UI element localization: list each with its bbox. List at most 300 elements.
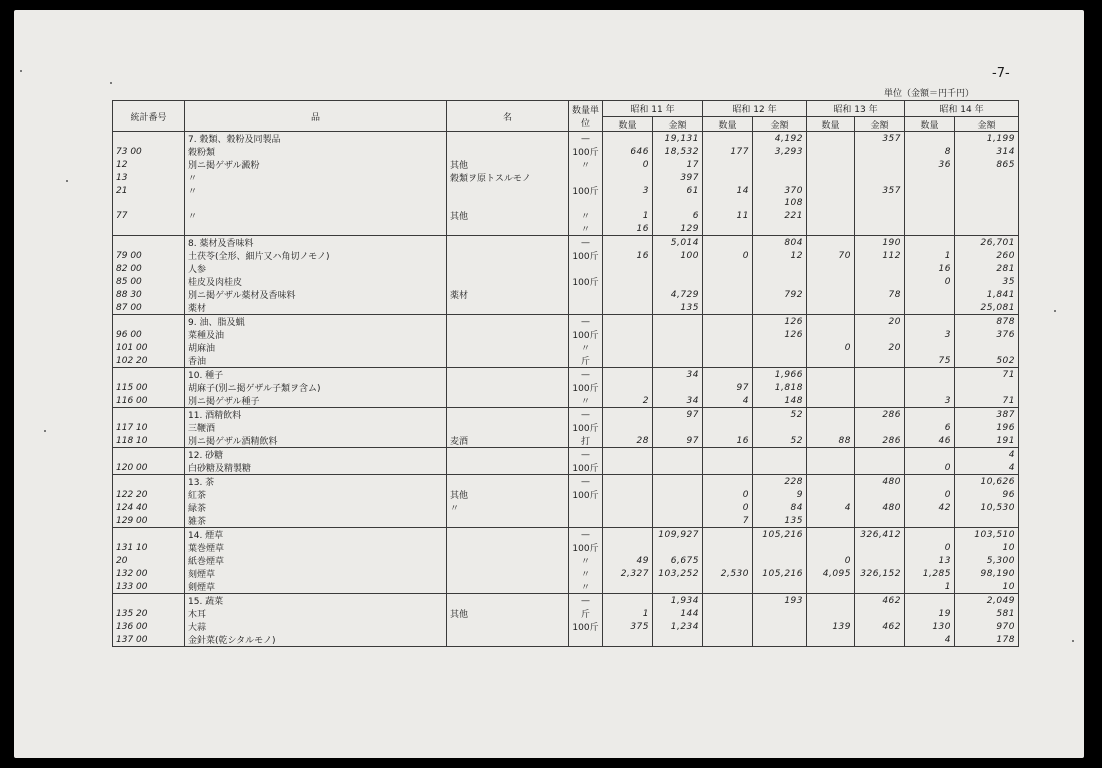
row-value: 88 <box>807 434 855 448</box>
row-value <box>703 554 753 567</box>
row-value <box>753 262 807 275</box>
row-value <box>855 197 905 209</box>
group-total-cell: 1,199 <box>955 132 1019 146</box>
group-total-cell <box>603 475 653 489</box>
group-total-cell <box>703 132 753 146</box>
header-year-2: 昭和 12 年 <box>703 101 807 117</box>
group-title: 11. 酒精飲料 <box>185 408 447 422</box>
row-name: 刻煙草 <box>185 567 447 580</box>
row-name: 人参 <box>185 262 447 275</box>
row-code: 115 00 <box>113 381 185 394</box>
row-value: 7 <box>703 514 753 528</box>
row-unit: 100斤 <box>569 421 603 434</box>
row-value <box>855 354 905 368</box>
group-total-cell <box>703 594 753 608</box>
table-row <box>113 554 1019 567</box>
row-value <box>703 620 753 633</box>
group-total-cell: 4 <box>955 448 1019 462</box>
row-value: 148 <box>753 394 807 408</box>
row-code: 120 00 <box>113 461 185 475</box>
row-spec <box>447 197 569 209</box>
row-code: 122 20 <box>113 488 185 501</box>
row-value: 10,530 <box>955 501 1019 514</box>
row-value: 100 <box>653 249 703 262</box>
row-value <box>955 184 1019 197</box>
row-value: 8 <box>905 145 955 158</box>
row-value <box>603 381 653 394</box>
row-value: 4,729 <box>653 288 703 301</box>
row-code: 129 00 <box>113 514 185 528</box>
row-value: 286 <box>855 434 905 448</box>
row-value <box>955 209 1019 222</box>
row-value: 370 <box>753 184 807 197</box>
group-total-cell <box>807 132 855 146</box>
row-value <box>807 171 855 184</box>
row-code: 13 <box>113 171 185 184</box>
row-value: 0 <box>703 488 753 501</box>
row-value <box>603 421 653 434</box>
row-value <box>653 354 703 368</box>
header-amt: 金額 <box>653 117 703 132</box>
row-value: 9 <box>753 488 807 501</box>
row-value <box>905 197 955 209</box>
row-code: 79 00 <box>113 249 185 262</box>
table-row <box>113 580 1019 594</box>
table-row <box>113 145 1019 158</box>
row-value <box>703 288 753 301</box>
table-group-header <box>113 448 1019 462</box>
group-total-cell: 34 <box>653 368 703 382</box>
row-value: 357 <box>855 184 905 197</box>
group-total-cell <box>703 528 753 542</box>
row-spec: 其他 <box>447 488 569 501</box>
table-row <box>113 620 1019 633</box>
page-number: -7- <box>992 66 1010 81</box>
row-value: 13 <box>905 554 955 567</box>
row-spec: 穀類ヲ原トスルモノ <box>447 171 569 184</box>
row-unit: 〃 <box>569 222 603 236</box>
header-qty: 数量 <box>807 117 855 132</box>
row-code: 116 00 <box>113 394 185 408</box>
row-value <box>653 514 703 528</box>
row-value <box>753 607 807 620</box>
row-value <box>703 262 753 275</box>
row-value: 4 <box>703 394 753 408</box>
row-value <box>603 288 653 301</box>
row-unit: 100斤 <box>569 461 603 475</box>
row-value <box>807 580 855 594</box>
table-row <box>113 461 1019 475</box>
group-total-cell <box>905 448 955 462</box>
group-total-cell: 71 <box>955 368 1019 382</box>
row-unit: 〃 <box>569 554 603 567</box>
row-value <box>603 262 653 275</box>
row-unit: 打 <box>569 434 603 448</box>
row-value: 376 <box>955 328 1019 341</box>
row-unit: 〃 <box>569 341 603 354</box>
row-value: 462 <box>855 620 905 633</box>
row-value: 0 <box>905 541 955 554</box>
row-value <box>703 421 753 434</box>
row-value <box>653 262 703 275</box>
row-value: 375 <box>603 620 653 633</box>
row-value: 97 <box>653 434 703 448</box>
row-code <box>113 197 185 209</box>
row-value: 52 <box>753 434 807 448</box>
row-value <box>807 184 855 197</box>
row-value <box>807 275 855 288</box>
row-value: 20 <box>855 341 905 354</box>
group-total-cell <box>807 448 855 462</box>
header-unit: 数量単位 <box>569 101 603 132</box>
row-value: 3 <box>905 394 955 408</box>
row-value <box>603 488 653 501</box>
row-value <box>703 222 753 236</box>
row-value <box>753 633 807 647</box>
group-total-cell: 1,966 <box>753 368 807 382</box>
row-value: 84 <box>753 501 807 514</box>
row-value <box>703 275 753 288</box>
row-value: 281 <box>955 262 1019 275</box>
row-value: 0 <box>703 501 753 514</box>
row-value <box>855 607 905 620</box>
row-value: 970 <box>955 620 1019 633</box>
row-spec <box>447 421 569 434</box>
group-total-cell <box>905 594 955 608</box>
row-value <box>955 197 1019 209</box>
row-value: 10 <box>955 541 1019 554</box>
row-value <box>603 514 653 528</box>
group-title: 7. 穀類、穀粉及同製品 <box>185 132 447 146</box>
group-total-cell <box>653 448 703 462</box>
row-unit: 100斤 <box>569 275 603 288</box>
table-group-header <box>113 236 1019 250</box>
group-total-cell: 480 <box>855 475 905 489</box>
row-unit: 100斤 <box>569 184 603 197</box>
row-value <box>905 222 955 236</box>
row-value <box>603 541 653 554</box>
group-total-cell <box>807 236 855 250</box>
row-value <box>955 222 1019 236</box>
table-row <box>113 354 1019 368</box>
row-value <box>807 461 855 475</box>
row-value <box>807 421 855 434</box>
row-name: 胡麻油 <box>185 341 447 354</box>
row-spec: 麦酒 <box>447 434 569 448</box>
row-value: 105,216 <box>753 567 807 580</box>
group-total-cell: 462 <box>855 594 905 608</box>
row-value: 135 <box>753 514 807 528</box>
header-qty: 数量 <box>703 117 753 132</box>
group-total-cell <box>807 315 855 329</box>
header-item: 品 <box>185 101 447 132</box>
row-value <box>807 328 855 341</box>
group-title: 9. 油、脂及蝋 <box>185 315 447 329</box>
table-group-header <box>113 368 1019 382</box>
row-value <box>855 328 905 341</box>
group-code-cell <box>113 368 185 382</box>
row-unit: 100斤 <box>569 381 603 394</box>
row-spec <box>447 249 569 262</box>
header-qty: 数量 <box>603 117 653 132</box>
group-unit-cell: — <box>569 408 603 422</box>
row-value: 581 <box>955 607 1019 620</box>
row-value: 36 <box>905 158 955 171</box>
row-spec <box>447 341 569 354</box>
row-value <box>753 341 807 354</box>
row-code: 82 00 <box>113 262 185 275</box>
group-code-cell <box>113 448 185 462</box>
row-value <box>855 633 905 647</box>
row-value: 18,532 <box>653 145 703 158</box>
row-unit: 100斤 <box>569 541 603 554</box>
row-code: 133 00 <box>113 580 185 594</box>
header-qty: 数量 <box>905 117 955 132</box>
group-total-cell: 5,014 <box>653 236 703 250</box>
group-total-cell <box>807 408 855 422</box>
row-value: 191 <box>955 434 1019 448</box>
row-spec <box>447 620 569 633</box>
row-value <box>703 633 753 647</box>
row-spec <box>447 567 569 580</box>
row-value: 12 <box>753 249 807 262</box>
row-unit: 100斤 <box>569 620 603 633</box>
group-total-cell <box>603 408 653 422</box>
row-name: 菜種及油 <box>185 328 447 341</box>
table-row <box>113 341 1019 354</box>
row-value <box>905 381 955 394</box>
row-value <box>753 158 807 171</box>
row-value <box>603 633 653 647</box>
row-value <box>753 461 807 475</box>
group-spec-cell <box>447 315 569 329</box>
row-value <box>807 209 855 222</box>
row-value: 1,234 <box>653 620 703 633</box>
row-code: 136 00 <box>113 620 185 633</box>
row-spec <box>447 222 569 236</box>
row-value <box>855 262 905 275</box>
scan-speck <box>110 82 112 84</box>
row-value <box>753 275 807 288</box>
row-value: 34 <box>653 394 703 408</box>
row-spec <box>447 145 569 158</box>
header-amt: 金額 <box>753 117 807 132</box>
row-value: 1 <box>905 249 955 262</box>
row-value: 314 <box>955 145 1019 158</box>
table-row <box>113 262 1019 275</box>
row-value: 646 <box>603 145 653 158</box>
row-value: 792 <box>753 288 807 301</box>
row-spec <box>447 381 569 394</box>
row-value <box>603 354 653 368</box>
row-value <box>855 209 905 222</box>
group-total-cell: 4,192 <box>753 132 807 146</box>
row-value <box>905 301 955 315</box>
table-group-header <box>113 315 1019 329</box>
row-unit <box>569 633 603 647</box>
row-name: 剣煙草 <box>185 580 447 594</box>
row-value: 397 <box>653 171 703 184</box>
row-value: 19 <box>905 607 955 620</box>
row-value <box>807 301 855 315</box>
row-value: 97 <box>703 381 753 394</box>
row-value <box>753 541 807 554</box>
row-value <box>855 580 905 594</box>
row-value: 260 <box>955 249 1019 262</box>
row-value <box>603 171 653 184</box>
group-total-cell <box>905 475 955 489</box>
row-value: 6 <box>653 209 703 222</box>
row-value: 16 <box>905 262 955 275</box>
row-unit <box>569 301 603 315</box>
row-value: 61 <box>653 184 703 197</box>
table-row <box>113 197 1019 209</box>
row-name: 別ニ掲ゲザル薬材及香味料 <box>185 288 447 301</box>
group-total-cell: 2,049 <box>955 594 1019 608</box>
row-value <box>603 301 653 315</box>
row-value: 0 <box>905 461 955 475</box>
group-total-cell: 97 <box>653 408 703 422</box>
group-total-cell: 105,216 <box>753 528 807 542</box>
group-total-cell <box>905 132 955 146</box>
row-value <box>807 488 855 501</box>
header-year-3: 昭和 13 年 <box>807 101 905 117</box>
row-unit: 100斤 <box>569 328 603 341</box>
table-row <box>113 541 1019 554</box>
row-value <box>653 381 703 394</box>
table-row <box>113 275 1019 288</box>
group-title: 13. 茶 <box>185 475 447 489</box>
row-value <box>855 171 905 184</box>
group-title: 15. 蔬菜 <box>185 594 447 608</box>
row-code: 77 <box>113 209 185 222</box>
row-spec <box>447 275 569 288</box>
row-name <box>185 197 447 209</box>
row-value: 0 <box>807 554 855 567</box>
row-value <box>855 421 905 434</box>
table-row <box>113 209 1019 222</box>
group-total-cell <box>703 475 753 489</box>
row-value: 4 <box>905 633 955 647</box>
row-value: 14 <box>703 184 753 197</box>
table-group-header <box>113 132 1019 146</box>
row-value: 480 <box>855 501 905 514</box>
row-value <box>955 171 1019 184</box>
row-value <box>753 421 807 434</box>
group-total-cell <box>703 315 753 329</box>
row-name: 〃 <box>185 184 447 197</box>
row-value <box>703 580 753 594</box>
group-total-cell <box>807 368 855 382</box>
row-unit <box>569 171 603 184</box>
row-name: 紙巻煙草 <box>185 554 447 567</box>
group-total-cell: 1,934 <box>653 594 703 608</box>
row-name: 土茯苓(全形、細片又ハ角切ノモノ) <box>185 249 447 262</box>
row-value <box>703 461 753 475</box>
row-value: 3 <box>603 184 653 197</box>
row-unit: 100斤 <box>569 145 603 158</box>
row-value <box>807 262 855 275</box>
row-value <box>807 633 855 647</box>
row-value: 0 <box>905 488 955 501</box>
row-name: 薬材 <box>185 301 447 315</box>
group-code-cell <box>113 408 185 422</box>
group-code-cell <box>113 132 185 146</box>
group-unit-cell: — <box>569 475 603 489</box>
row-value <box>807 514 855 528</box>
row-value: 4,095 <box>807 567 855 580</box>
row-value: 178 <box>955 633 1019 647</box>
row-unit: 〃 <box>569 567 603 580</box>
group-spec-cell <box>447 368 569 382</box>
group-code-cell <box>113 315 185 329</box>
row-value <box>905 184 955 197</box>
row-name: 紅茶 <box>185 488 447 501</box>
group-total-cell: 20 <box>855 315 905 329</box>
group-total-cell <box>807 594 855 608</box>
group-spec-cell <box>447 448 569 462</box>
row-value <box>603 341 653 354</box>
row-value <box>753 301 807 315</box>
row-value: 70 <box>807 249 855 262</box>
row-value <box>855 461 905 475</box>
row-value <box>603 275 653 288</box>
row-value: 865 <box>955 158 1019 171</box>
row-spec <box>447 394 569 408</box>
row-value <box>703 197 753 209</box>
row-value <box>653 580 703 594</box>
group-total-cell <box>653 475 703 489</box>
row-value <box>855 158 905 171</box>
group-total-cell <box>603 594 653 608</box>
table-row <box>113 158 1019 171</box>
group-total-cell <box>703 448 753 462</box>
table-row <box>113 434 1019 448</box>
row-code: 21 <box>113 184 185 197</box>
row-value <box>703 158 753 171</box>
row-value <box>855 145 905 158</box>
table-row <box>113 249 1019 262</box>
scanned-ledger-page <box>14 10 1084 758</box>
row-unit: 斤 <box>569 607 603 620</box>
row-value: 16 <box>703 434 753 448</box>
row-value <box>603 328 653 341</box>
table-row <box>113 328 1019 341</box>
row-value <box>905 514 955 528</box>
row-value <box>807 288 855 301</box>
group-total-cell <box>855 448 905 462</box>
row-name: 別ニ掲ゲザル種子 <box>185 394 447 408</box>
row-value <box>955 341 1019 354</box>
row-value <box>753 222 807 236</box>
row-spec: 薬材 <box>447 288 569 301</box>
row-value <box>653 421 703 434</box>
statistics-table <box>112 100 1019 647</box>
row-spec: 其他 <box>447 209 569 222</box>
row-value: 75 <box>905 354 955 368</box>
row-code <box>113 222 185 236</box>
group-total-cell <box>905 528 955 542</box>
row-value: 0 <box>603 158 653 171</box>
group-total-cell <box>653 315 703 329</box>
row-name: 三鞭酒 <box>185 421 447 434</box>
table-row <box>113 381 1019 394</box>
row-name: 金針菜(乾シタルモノ) <box>185 633 447 647</box>
row-unit <box>569 514 603 528</box>
row-value <box>653 197 703 209</box>
group-total-cell <box>603 528 653 542</box>
row-unit: 斤 <box>569 354 603 368</box>
